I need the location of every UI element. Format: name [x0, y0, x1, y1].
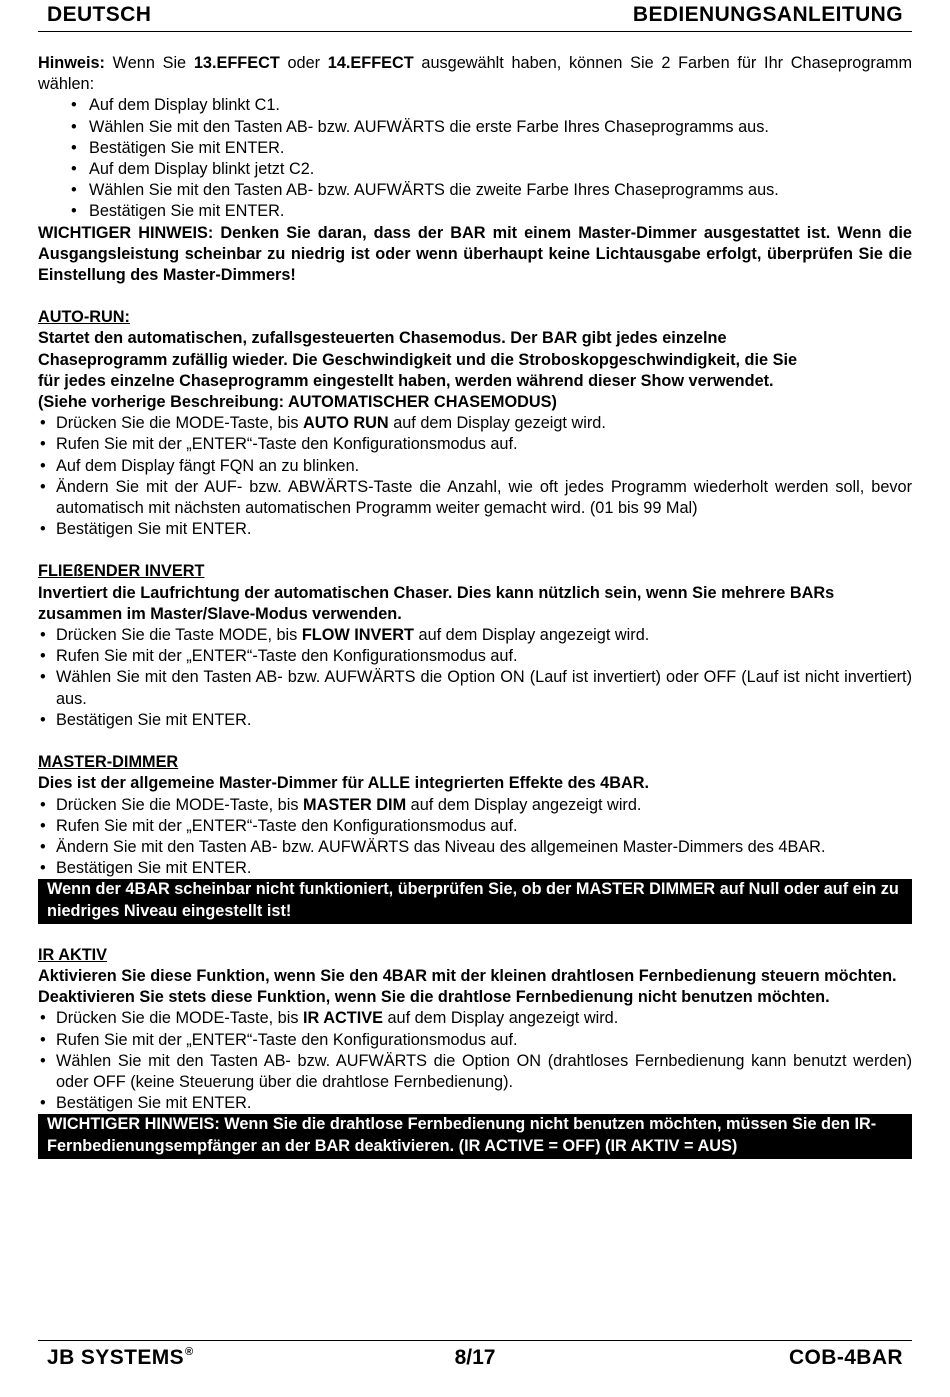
auto-run-desc-line: für jedes einzelne Chaseprogramm eingestellt haben, werden während dieser Show verwendet.	[38, 371, 774, 390]
ir-active-desc: Aktivieren Sie diese Funktion, wenn Sie den 4BAR mit der kleinen drahtlosen Fernbedienung steuern möchten.	[38, 966, 897, 985]
page-number: 8/17	[454, 1346, 496, 1369]
list-item: • Auf dem Display blinkt C1.	[38, 95, 912, 116]
flow-invert-bullet-list	[38, 625, 912, 731]
list-item: • Bestätigen Sie mit ENTER.	[38, 138, 912, 159]
section-title-auto-run: AUTO-RUN:	[38, 308, 130, 327]
auto-run-desc-line: Chaseprogramm zufällig wieder. Die Geschwindigkeit und die Stroboskopgeschwindigkeit, die Sie	[38, 350, 798, 369]
header-title: BEDIENUNGSANLEITUNG	[632, 3, 903, 26]
list-item: • Wählen Sie mit den Tasten AB- bzw. AUFWÄRTS die Option ON (drahtloses Fernbedienung kann benutzt werden) oder OFF (keine Steuerung über die drahtlose Fernbedienung).	[38, 1051, 912, 1093]
list-item: • Wählen Sie mit den Tasten AB- bzw. AUFWÄRTS die zweite Farbe Ihres Chaseprogramms aus.	[38, 180, 912, 201]
master-dimmer-warning: Wenn der 4BAR scheinbar nicht funktioniert, überprüfen Sie, ob der MASTER DIMMER auf Null oder auf ein zu niedriges Niveau eingestellt ist!	[38, 879, 912, 923]
list-item: • Ändern Sie mit den Tasten AB- bzw. AUFWÄRTS das Niveau des allgemeinen Master-Dimmers des 4BAR.	[38, 837, 912, 858]
footer-model: COB-4BAR	[788, 1346, 903, 1369]
list-item: • Bestätigen Sie mit ENTER.	[38, 201, 912, 222]
list-item: • Bestätigen Sie mit ENTER.	[38, 710, 912, 731]
list-item: • Auf dem Display fängt FQN an zu blinken.	[38, 456, 912, 477]
header-language: DEUTSCH	[47, 3, 152, 26]
ir-active-desc: Deaktivieren Sie stets diese Funktion, wenn Sie die drahtlose Fernbedienung nicht benutzen möchten.	[38, 988, 830, 1007]
section-title-flow-invert: FLIEßENDER INVERT	[38, 562, 205, 581]
footer-brand: JB SYSTEMS®	[47, 1346, 194, 1369]
list-item: • Ändern Sie mit der AUF- bzw. ABWÄRTS-Taste die Anzahl, wie oft jedes Programm wiederholt werden soll, bevor automatisch mit nächsten automatischen Programm weiter gemacht wird. (01 bis 99 Mal)	[38, 477, 912, 519]
important-note: WICHTIGER HINWEIS: Denken Sie daran, dass der BAR mit einem Master-Dimmer ausgestattet ist. Wenn die Ausgangsleistung scheinbar zu niedrig ist oder wenn überhaupt keine Lichtausgabe erfolgt, überprüfen Sie die Einstellung des Master-Dimmers!	[38, 223, 912, 285]
master-dimmer-desc: Dies ist der allgemeine Master-Dimmer für ALLE integrierten Effekte des 4BAR.	[38, 774, 650, 793]
auto-run-bullet-list	[38, 413, 912, 540]
list-item: • Rufen Sie mit der „ENTER“-Taste den Konfigurationsmodus auf.	[38, 1030, 912, 1051]
registered-mark: ®	[185, 1346, 194, 1358]
list-item: • Wählen Sie mit den Tasten AB- bzw. AUFWÄRTS die Option ON (Lauf ist invertiert) oder OFF (Lauf ist nicht invertiert) aus.	[38, 667, 912, 709]
ir-active-bullet-list	[38, 1008, 912, 1114]
intro-note: Hinweis: Wenn Sie 13.EFFECT oder 14.EFFECT ausgewählt haben, können Sie 2 Farben für Ihr Chaseprogramm wählen:	[38, 54, 913, 94]
list-item: • Drücken Sie die Taste MODE, bis FLOW INVERT auf dem Display angezeigt wird.	[38, 625, 912, 646]
list-item: • Drücken Sie die MODE-Taste, bis AUTO RUN auf dem Display gezeigt wird.	[38, 413, 912, 434]
auto-run-desc-line: (Siehe vorherige Beschreibung: AUTOMATISCHER CHASEMODUS)	[38, 393, 557, 412]
list-item: • Bestätigen Sie mit ENTER.	[38, 858, 912, 879]
list-item: • Rufen Sie mit der „ENTER“-Taste den Konfigurationsmodus auf.	[38, 646, 912, 667]
list-item: • Rufen Sie mit der „ENTER“-Taste den Konfigurationsmodus auf.	[38, 434, 912, 455]
page-footer	[38, 1340, 912, 1381]
flow-invert-desc: Invertiert die Laufrichtung der automatischen Chaser. Dies kann nützlich sein, wenn Sie mehrere BARs zusammen im Master/Slave-Modus verwenden.	[38, 583, 835, 623]
section-title-ir-active: IR AKTIV	[38, 945, 108, 964]
page-header	[38, 0, 912, 32]
auto-run-desc-line: Startet den automatischen, zufallsgesteuerten Chasemodus. Der BAR gibt jedes einzelne	[38, 329, 727, 348]
list-item: • Auf dem Display blinkt jetzt C2.	[38, 159, 912, 180]
page-content	[38, 53, 912, 1159]
intro-bullet-list	[38, 95, 912, 222]
list-item: • Rufen Sie mit der „ENTER“-Taste den Konfigurationsmodus auf.	[38, 816, 912, 837]
list-item: • Bestätigen Sie mit ENTER.	[38, 1093, 912, 1114]
note-label: Hinweis:	[38, 54, 105, 72]
master-dimmer-bullet-list	[38, 795, 912, 880]
list-item: • Drücken Sie die MODE-Taste, bis IR ACTIVE auf dem Display angezeigt wird.	[38, 1008, 912, 1029]
section-title-master-dimmer: MASTER-DIMMER	[38, 753, 179, 772]
list-item: • Wählen Sie mit den Tasten AB- bzw. AUFWÄRTS die erste Farbe Ihres Chaseprogramms aus.	[38, 117, 912, 138]
ir-active-warning: WICHTIGER HINWEIS: Wenn Sie die drahtlose Fernbedienung nicht benutzen möchten, müssen Sie den IR-Fernbedienungsempfänger an der BAR deaktivieren. (IR ACTIVE = OFF) (IR AKTIV = AUS)	[38, 1114, 912, 1158]
list-item: • Drücken Sie die MODE-Taste, bis MASTER DIM auf dem Display angezeigt wird.	[38, 795, 912, 816]
list-item: • Bestätigen Sie mit ENTER.	[38, 519, 912, 540]
